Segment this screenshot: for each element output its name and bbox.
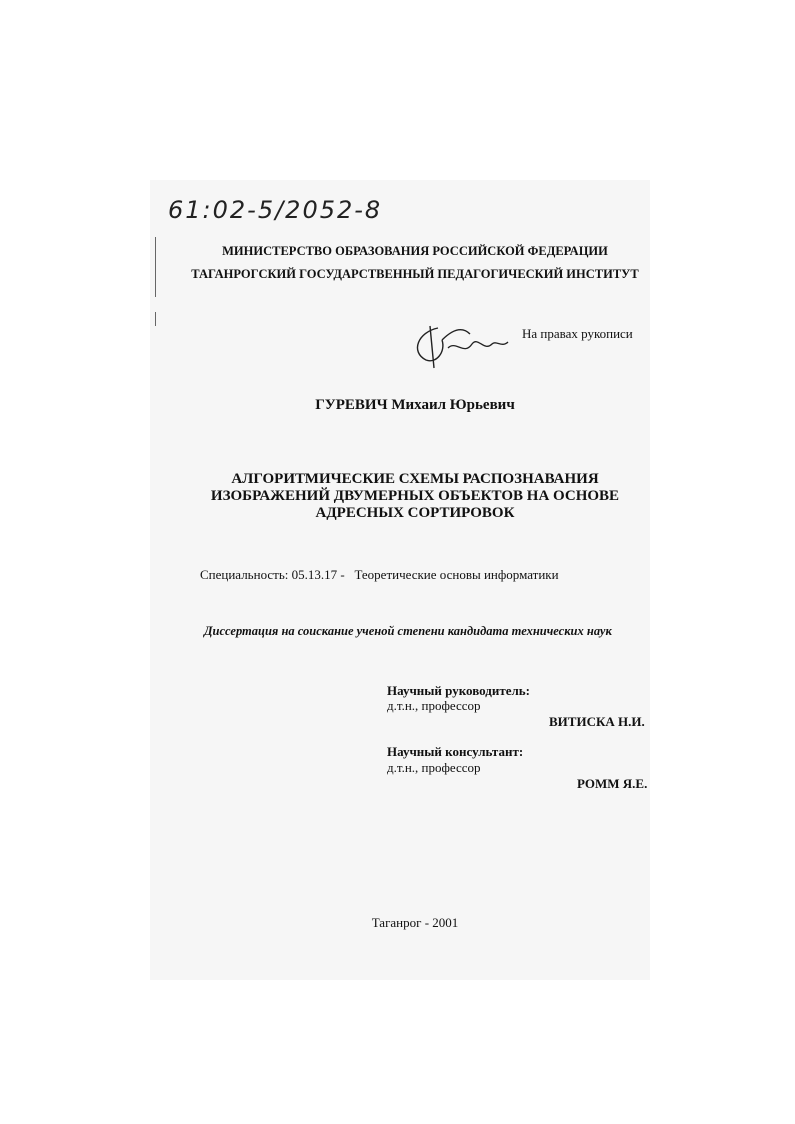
title-line-2: ИЗОБРАЖЕНИЙ ДВУМЕРНЫХ ОБЪЕКТОВ НА ОСНОВЕ — [210, 488, 620, 504]
degree-statement: Диссертация на соискание ученой степени кандидата технических наук — [204, 624, 612, 638]
consultant-name: РОММ Я.Е. — [577, 776, 648, 791]
supervisor-name: ВИТИСКА Н.И. — [549, 714, 645, 729]
specialty: Специальность: 05.13.17 - Теоретические основы информатики — [200, 567, 559, 582]
author-name: ГУРЕВИЧ Михаил Юрьевич — [315, 397, 515, 413]
signature-image — [408, 318, 512, 374]
margin-line-short — [155, 312, 156, 326]
manuscript-rights: На правах рукописи — [522, 326, 633, 341]
title-line-1: АЛГОРИТМИЧЕСКИЕ СХЕМЫ РАСПОЗНАВАНИЯ — [231, 471, 599, 487]
supervisor-label: Научный руководитель: — [387, 683, 530, 698]
institute-header: ТАГАНРОГСКИЙ ГОСУДАРСТВЕННЫЙ ПЕДАГОГИЧЕСКИЙ ИНСТИТУТ — [191, 267, 639, 281]
archive-code: 61:02-5/2052-8 — [168, 196, 383, 224]
place-year: Таганрог - 2001 — [371, 915, 459, 930]
dissertation-title — [150, 471, 680, 522]
title-line-3: АДРЕСНЫХ СОРТИРОВОК — [315, 505, 515, 521]
ministry-header: МИНИСТЕРСТВО ОБРАЗОВАНИЯ РОССИЙСКОЙ ФЕДЕРАЦИИ — [222, 244, 608, 258]
supervisor-degree: д.т.н., профессор — [387, 698, 481, 713]
consultant-degree: д.т.н., профессор — [387, 760, 481, 775]
consultant-label: Научный консультант: — [387, 744, 524, 759]
